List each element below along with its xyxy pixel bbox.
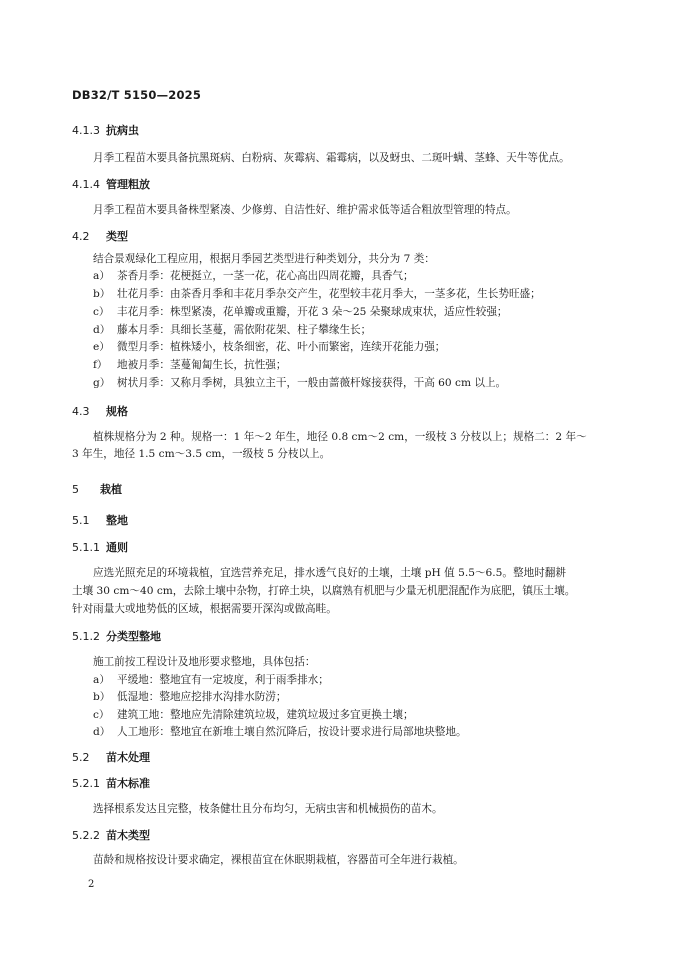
heading-4-3 [72, 403, 128, 419]
heading-title: 通则 [106, 541, 128, 554]
list-marker: b） [93, 691, 111, 703]
paragraph-4-1-4: 月季工程苗木要具备株型紧凑、少修剪、自洁性好、维护需求低等适合粗放型管理的特点。 [93, 204, 517, 216]
heading-5-1 [72, 512, 128, 528]
heading-number: 5.2 [72, 751, 90, 764]
heading-title: 规格 [106, 405, 128, 418]
heading-number: 5.1 [72, 514, 90, 527]
heading-number: 5.1.1 [72, 541, 100, 554]
heading-title: 管理粗放 [106, 178, 150, 191]
list-text: 微型月季：植株矮小，枝条细密，花、叶小而繁密，连续开花能力强； [117, 341, 446, 353]
heading-number: 4.1.3 [72, 124, 100, 137]
list-text: 茶香月季：花梗挺立，一茎一花，花心高出四周花瓣，具香气； [117, 270, 414, 282]
heading-title: 苗木标准 [106, 777, 150, 790]
heading-5-1-2 [72, 628, 161, 644]
document-id-header: DB32/T 5150—2025 [72, 88, 202, 102]
list-item [93, 373, 506, 393]
page-number: 2 [88, 879, 95, 890]
list-text: 人工地形：整地宜在新堆土壤自然沉降后，按设计要求进行局部地块整地。 [117, 726, 467, 738]
heading-title: 分类型整地 [106, 630, 161, 643]
heading-number: 4.3 [72, 405, 90, 418]
heading-title: 苗木类型 [106, 829, 150, 842]
paragraph-5-1-1-line1: 应选光照充足的环境栽植，宜选营养充足，排水透气良好的土壤，土壤 pH 值 5.5～6.5。整地时翻耕 [93, 567, 566, 579]
heading-number: 5.2.2 [72, 829, 100, 842]
list-item [93, 687, 287, 707]
list-text: 丰花月季：株型紧凑，花单瓣或重瓣，开花 3 朵～25 朵聚球成束状，适应性较强； [117, 306, 508, 318]
heading-5-2 [72, 749, 150, 765]
list-item [93, 337, 445, 357]
paragraph-5-2-2: 苗龄和规格按设计要求确定，裸根苗宜在休眠期栽植，容器苗可全年进行栽植。 [93, 854, 464, 866]
heading-5-2-2 [72, 827, 150, 843]
list-marker: b） [93, 288, 111, 300]
heading-number: 4.2 [72, 230, 90, 243]
heading-5 [72, 481, 122, 497]
paragraph-5-1-1-line2: 土壤 30 cm～40 cm，去除土壤中杂物，打碎土块，以腐熟有机肥与少量无机肥混配作为底肥，镇压土壤。 [72, 585, 576, 597]
paragraph-4-3-line2: 3 年生，地径 1.5 cm～3.5 cm，一级枝 5 分枝以上。 [72, 448, 331, 460]
heading-title: 整地 [106, 514, 128, 527]
list-text: 低湿地：整地应挖排水沟排水防涝； [117, 691, 287, 703]
heading-5-2-1 [72, 775, 150, 791]
list-item [93, 266, 414, 286]
list-marker: g） [93, 377, 111, 389]
list-marker: d） [93, 726, 111, 738]
list-text: 建筑工地：整地应先清除建筑垃圾，建筑垃圾过多宜更换土壤； [117, 709, 414, 721]
heading-title: 抗病虫 [106, 124, 139, 137]
paragraph-5-1-2-intro: 施工前按工程设计及地形要求整地，具体包括： [93, 656, 316, 668]
paragraph-5-1-1-line3: 针对雨量大或地势低的区域，根据需要开深沟或做高畦。 [72, 603, 337, 615]
list-marker: e） [93, 341, 110, 353]
heading-4-2 [72, 228, 128, 244]
list-text: 壮花月季：由茶香月季和丰花月季杂交产生，花型较丰花月季大，一茎多花，生长势旺盛； [117, 288, 541, 300]
list-marker: a） [93, 270, 110, 282]
list-marker: f） [93, 359, 108, 371]
paragraph-5-2-1: 选择根系发达且完整，枝条健壮且分布均匀，无病虫害和机械损伤的苗木。 [93, 803, 443, 815]
list-item [93, 284, 541, 304]
list-item [93, 722, 467, 742]
list-marker: d） [93, 324, 111, 336]
list-item [93, 355, 287, 375]
heading-4-1-3 [72, 122, 139, 138]
heading-title: 苗木处理 [106, 751, 150, 764]
paragraph-4-3-line1: 植株规格分为 2 种。规格一：1 年～2 年生，地径 0.8 cm～2 cm，一级枝 3 分枝以上；规格二：2 年～ [93, 431, 587, 443]
list-marker: c） [93, 709, 110, 721]
heading-title: 类型 [106, 230, 128, 243]
list-text: 平缓地：整地宜有一定坡度，利于雨季排水； [117, 674, 329, 686]
heading-4-1-4 [72, 176, 150, 192]
list-item [93, 302, 508, 322]
heading-5-1-1 [72, 539, 128, 555]
list-text: 树状月季：又称月季树，具独立主干，一般由蔷薇杆嫁接获得，干高 60 cm 以上。 [117, 377, 507, 389]
list-text: 藤本月季：具细长茎蔓，需依附花架、柱子攀缘生长； [117, 324, 372, 336]
heading-number: 5 [72, 483, 79, 496]
heading-title: 栽植 [100, 483, 122, 496]
paragraph-4-1-3: 月季工程苗木要具备抗黑斑病、白粉病、灰霉病、霜霉病，以及蚜虫、二斑叶螨、茎蜂、天牛等优点。 [93, 152, 570, 164]
list-marker: c） [93, 306, 110, 318]
heading-number: 5.2.1 [72, 777, 100, 790]
list-marker: a） [93, 674, 110, 686]
list-text: 地被月季：茎蔓匍匐生长，抗性强； [117, 359, 287, 371]
heading-number: 5.1.2 [72, 630, 100, 643]
paragraph-4-2-intro: 结合景观绿化工程应用，根据月季园艺类型进行种类划分，共分为 7 类： [93, 253, 435, 265]
heading-number: 4.1.4 [72, 178, 100, 191]
